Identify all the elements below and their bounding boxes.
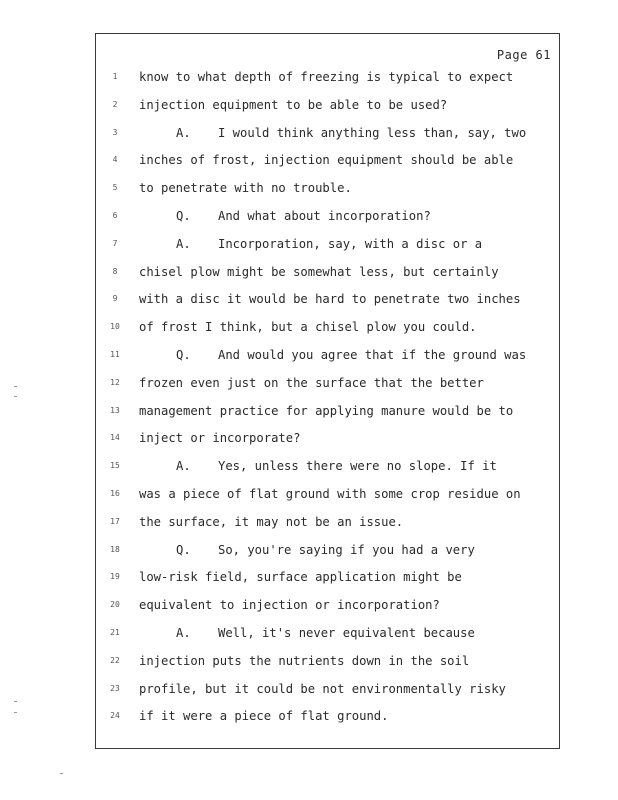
- line-content: know to what depth of freezing is typical to expect: [139, 70, 514, 84]
- speaker-label: A.: [176, 625, 191, 640]
- transcript-line: [96, 515, 559, 543]
- transcript-line: [96, 404, 559, 432]
- line-content: Well, it's never equivalent because: [218, 625, 475, 640]
- transcript-line: [96, 153, 559, 181]
- transcript-line: [96, 70, 559, 98]
- line-text: [139, 265, 499, 279]
- transcript-page: [95, 33, 560, 749]
- line-number: 18: [110, 544, 120, 554]
- line-content: frozen even just on the surface that the better: [139, 375, 484, 390]
- line-number: 22: [110, 655, 120, 665]
- line-content: And what about incorporation?: [218, 208, 431, 223]
- transcript-line: [96, 682, 559, 710]
- line-content: the surface, it may not be an issue.: [139, 514, 404, 529]
- line-content: So, you're saying if you had a very: [218, 542, 475, 557]
- transcript-line: [96, 348, 559, 376]
- line-text: [139, 654, 469, 668]
- transcript-line: [96, 709, 559, 737]
- line-text: [139, 376, 484, 390]
- transcript-line: [96, 487, 559, 515]
- line-content: injection puts the nutrients down in the soil: [139, 653, 470, 668]
- line-text: [176, 209, 431, 223]
- line-content: I would think anything less than, say, two: [218, 125, 527, 140]
- line-text: [139, 404, 513, 418]
- line-text: [176, 626, 475, 640]
- transcript-line: [96, 292, 559, 320]
- line-text: [139, 98, 447, 112]
- line-content: And would you agree that if the ground was: [218, 347, 527, 362]
- line-content: equivalent to injection or incorporation?: [139, 598, 440, 613]
- line-text: [139, 181, 352, 195]
- line-number: 16: [110, 488, 120, 498]
- line-number: 7: [112, 238, 118, 248]
- line-content: low-risk field, surface application might be: [139, 570, 462, 585]
- line-number: 11: [110, 349, 120, 359]
- transcript-line: [96, 598, 559, 626]
- transcript-line: [96, 431, 559, 459]
- line-text: [139, 570, 462, 584]
- line-content: of frost I think, but a chisel plow you could.: [139, 320, 477, 335]
- line-number: 2: [112, 99, 118, 109]
- line-text: [139, 153, 513, 167]
- speaker-label: Q.: [176, 208, 191, 223]
- transcript-line: [96, 570, 559, 598]
- line-content: Incorporation, say, with a disc or a: [218, 236, 483, 251]
- line-text: [139, 431, 300, 445]
- line-content: profile, but it could be not environmentally risky: [139, 681, 506, 696]
- line-text: [139, 70, 513, 84]
- line-number: 12: [110, 377, 120, 387]
- line-content: to penetrate with no trouble.: [139, 181, 352, 196]
- line-number: 20: [110, 600, 120, 610]
- transcript-line: [96, 237, 559, 265]
- line-number: 24: [110, 711, 120, 721]
- line-number: 1: [112, 72, 118, 81]
- transcript-line: [96, 654, 559, 682]
- line-number: 9: [112, 294, 118, 304]
- line-number: 13: [110, 405, 120, 415]
- speaker-label: A.: [176, 236, 191, 251]
- scan-mark: [14, 396, 17, 397]
- line-text: [139, 515, 403, 529]
- line-number: 8: [112, 266, 118, 276]
- transcript-line: [96, 459, 559, 487]
- transcript-line: [96, 181, 559, 209]
- speaker-label: A.: [176, 125, 191, 140]
- line-text: [139, 292, 521, 306]
- line-text: [139, 487, 521, 501]
- line-number: 10: [110, 322, 120, 332]
- scan-mark: [14, 712, 17, 713]
- transcript-line: [96, 265, 559, 293]
- line-text: [139, 598, 440, 612]
- line-content: if it were a piece of flat ground.: [139, 709, 389, 724]
- line-text: [176, 543, 475, 557]
- speaker-label: Q.: [176, 542, 191, 557]
- line-content: was a piece of flat ground with some crop residue on: [139, 486, 521, 501]
- line-content: chisel plow might be somewhat less, but certainly: [139, 264, 499, 279]
- line-text: [176, 459, 497, 473]
- transcript-line: [96, 626, 559, 654]
- line-number: 4: [112, 155, 118, 165]
- speaker-label: A.: [176, 459, 191, 474]
- transcript-line: [96, 376, 559, 404]
- line-number: 23: [110, 683, 120, 693]
- line-number: 17: [110, 516, 120, 526]
- scan-mark: [60, 773, 63, 774]
- line-text: [139, 709, 388, 723]
- line-number: 15: [110, 461, 120, 471]
- line-text: [176, 348, 526, 362]
- scan-mark: [14, 386, 17, 387]
- line-content: inject or incorporate?: [139, 431, 301, 446]
- line-number: 5: [112, 183, 118, 193]
- line-text: [176, 237, 482, 251]
- line-content: with a disc it would be hard to penetrate two inches: [139, 292, 521, 307]
- line-content: management practice for applying manure would be to: [139, 403, 514, 418]
- speaker-label: Q.: [176, 347, 191, 362]
- line-number: 6: [112, 210, 118, 220]
- transcript-lines: [96, 70, 559, 737]
- line-text: [139, 320, 477, 334]
- line-number: 3: [112, 127, 118, 137]
- line-number: 14: [110, 433, 120, 443]
- page-number: Page 61: [496, 48, 551, 62]
- transcript-line: [96, 543, 559, 571]
- transcript-line: [96, 98, 559, 126]
- line-content: injection equipment to be able to be used?: [139, 97, 448, 112]
- line-content: Yes, unless there were no slope. If it: [218, 459, 497, 474]
- transcript-line: [96, 209, 559, 237]
- line-number: 19: [110, 572, 120, 582]
- line-text: [176, 126, 526, 140]
- scan-mark: [14, 701, 17, 702]
- line-content: inches of frost, injection equipment should be able: [139, 153, 514, 168]
- transcript-line: [96, 126, 559, 154]
- line-number: 21: [110, 627, 120, 637]
- line-text: [139, 682, 506, 696]
- transcript-line: [96, 320, 559, 348]
